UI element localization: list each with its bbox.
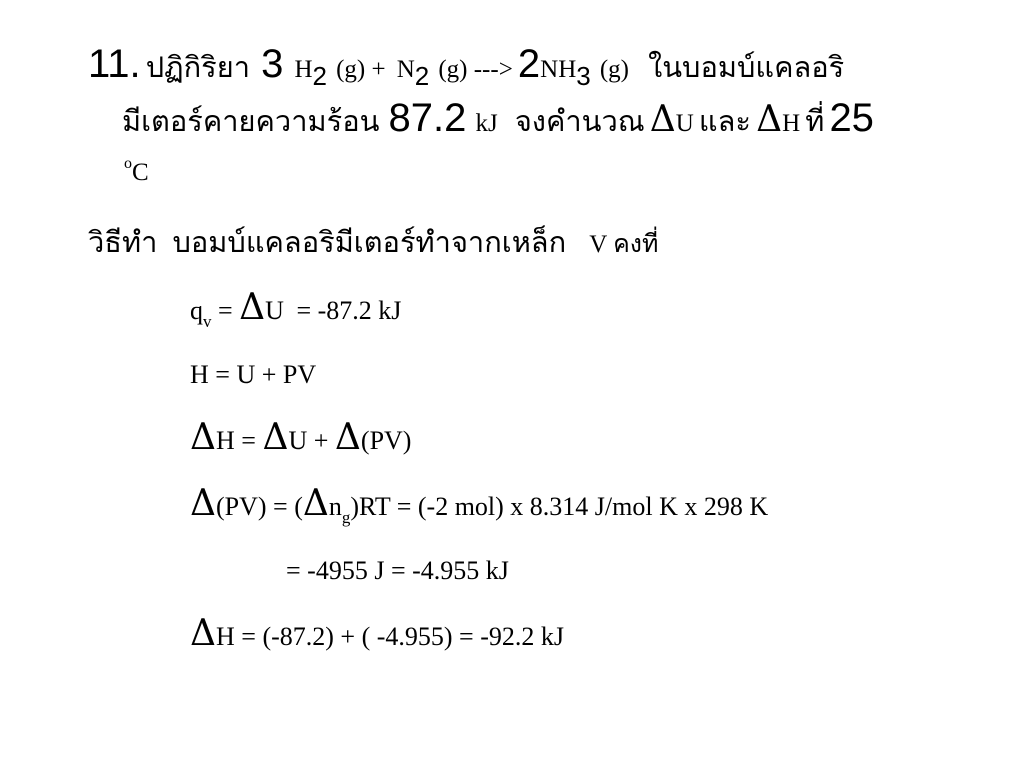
g-subscript: g [341, 508, 351, 527]
delta-symbol: Δ [649, 99, 676, 140]
h-equals: H = [216, 426, 256, 455]
step-final-answer [190, 613, 564, 654]
heat-value: 87.2 [388, 96, 467, 140]
final-answer: H = (-87.2) + ( -4.955) = -92.2 kJ [216, 622, 564, 651]
n2-subscript: 2 [414, 61, 430, 91]
rt-calculation: )RT = (-2 mol) x 8.314 J/mol K x 298 K [350, 492, 769, 521]
heat-unit: kJ [475, 110, 498, 137]
u-letter: U [265, 296, 284, 325]
step-qv [190, 287, 402, 331]
celsius-letter: C [132, 159, 149, 186]
phase-3: (g) [599, 56, 629, 83]
equals-sign: = [218, 296, 233, 325]
delta-symbol: Δ [334, 417, 361, 458]
nh3-subscript: 3 [576, 61, 591, 91]
degree-symbol: o [124, 155, 132, 172]
delta-symbol: Δ [302, 483, 329, 524]
n-letter: n [328, 492, 342, 521]
method-line [88, 225, 659, 259]
delta-symbol: Δ [262, 417, 289, 458]
phase-2: (g) ---> [438, 56, 513, 83]
thai-text-at: ที่ [805, 104, 825, 138]
delta-h-letter: H [782, 110, 801, 137]
delta-symbol: Δ [190, 417, 216, 458]
pv-equals: (PV) = ( [216, 492, 303, 521]
n2-symbol: N [396, 56, 415, 83]
h2-symbol: H [294, 56, 313, 83]
reaction-word: ปฏิกิริยา [145, 50, 251, 84]
delta-symbol: Δ [756, 99, 783, 140]
nh3-symbol: NH [540, 56, 577, 83]
h2-subscript: 2 [312, 61, 327, 91]
coefficient-h2: 3 [261, 42, 284, 86]
delta-u-letter: U [675, 110, 694, 137]
step-delta-h-relation [190, 417, 412, 458]
step-delta-pv [190, 483, 769, 527]
method-label: วิธีทำ [88, 225, 158, 259]
pv-term: (PV) [360, 426, 412, 455]
delta-symbol: Δ [190, 483, 216, 524]
problem-number: 11. [88, 42, 141, 86]
problem-line-2 [122, 98, 874, 138]
thai-text-bomb-calori: ในบอมบ์แคลอริ [648, 50, 845, 84]
thai-text-and: และ [698, 104, 751, 138]
step-pv-result [286, 558, 509, 584]
u-plus: U + [288, 426, 329, 455]
problem-line-3 [124, 155, 149, 186]
enthalpy-definition: H = U + PV [190, 360, 317, 389]
delta-symbol: Δ [239, 287, 266, 328]
temperature-value: 25 [829, 96, 874, 140]
constant-volume: V คงที่ [589, 231, 659, 258]
v-subscript: v [203, 312, 212, 331]
qv-result: = -87.2 kJ [296, 296, 402, 325]
delta-symbol: Δ [190, 613, 216, 654]
step-enthalpy-definition [190, 362, 316, 388]
q-letter: q [190, 296, 203, 325]
method-text: บอมบ์แคลอริมีเตอร์ทำจากเหล็ก [172, 225, 567, 259]
thai-text-calculate: จงคำนวณ [514, 104, 645, 138]
thai-text-exothermic: มีเตอร์คายความร้อน [122, 104, 380, 138]
problem-line-1 [88, 42, 845, 91]
pv-result: = -4955 J = -4.955 kJ [286, 556, 509, 585]
coefficient-nh3: 2 [517, 42, 541, 86]
phase-1: (g) + [336, 56, 386, 83]
